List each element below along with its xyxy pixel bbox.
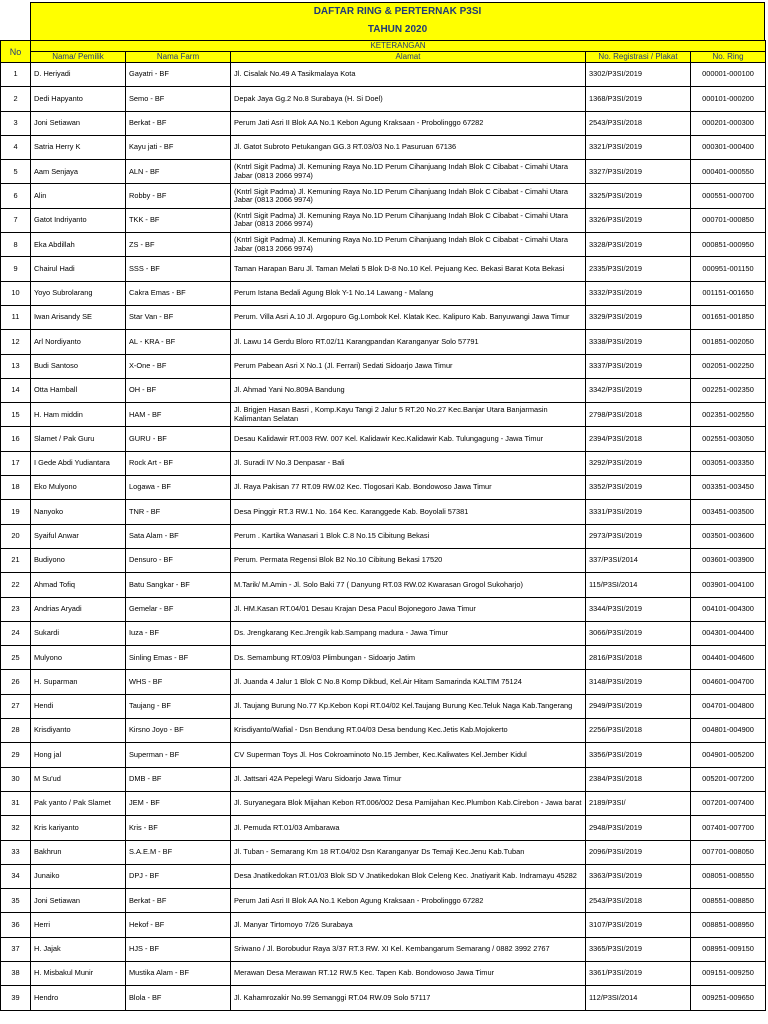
cell-no: 7 [1,208,31,232]
cell-farm: HAM - BF [126,403,231,427]
cell-farm: SSS - BF [126,257,231,281]
table-row [1,937,766,961]
cell-farm: Gemelar - BF [126,597,231,621]
table-row [1,694,766,718]
document-title: DAFTAR RING & PERTERNAK P3SI [30,2,765,20]
cell-no: 5 [1,160,31,184]
cell-no: 18 [1,476,31,500]
cell-nama: Iwan Arisandy SE [31,305,126,329]
cell-ring: 004301-004400 [691,621,766,645]
cell-registrasi: 337/P3SI/2014 [586,548,691,572]
cell-no: 22 [1,573,31,597]
cell-nama: Chairul Hadi [31,257,126,281]
cell-no: 31 [1,791,31,815]
table-row [1,573,766,597]
cell-registrasi: 1368/P3SI/2019 [586,87,691,111]
cell-alamat: Desa Jnatikedokan RT.01/03 Blok SD V Jnatikedokan Blok Celeng Kec. Jnatiyarit Kab. Indramayu 45282 [231,864,586,888]
cell-farm: Sata Alam - BF [126,524,231,548]
cell-ring: 000851-000950 [691,233,766,257]
cell-registrasi: 3148/P3SI/2019 [586,670,691,694]
cell-no: 39 [1,986,31,1010]
cell-alamat: Merawan Desa Merawan RT.12 RW.5 Kec. Tapen Kab. Bondowoso Jawa Timur [231,961,586,985]
cell-registrasi: 2543/P3SI/2018 [586,111,691,135]
cell-farm: WHS - BF [126,670,231,694]
cell-farm: Taujang - BF [126,694,231,718]
table-row [1,135,766,159]
cell-nama: Satria Herry K [31,135,126,159]
cell-alamat: (Kntrl Sigit Padma) Jl. Kemuning Raya No.1D Perum Cihanjuang Indah Blok C Cibabat - Cimahi Utara Jabar (0813 2066 9974) [231,233,586,257]
cell-registrasi: 115/P3SI/2014 [586,573,691,597]
cell-ring: 003501-003600 [691,524,766,548]
cell-farm: AL - KRA - BF [126,330,231,354]
table-row [1,305,766,329]
cell-no: 26 [1,670,31,694]
cell-ring: 003601-003900 [691,548,766,572]
cell-no: 2 [1,87,31,111]
cell-registrasi: 2256/P3SI/2018 [586,719,691,743]
cell-alamat: Sriwano / Jl. Borobudur Raya 3/37 RT.3 RW. XI Kel. Kembangarum Semarang / 0882 3992 2767 [231,937,586,961]
table-row [1,961,766,985]
cell-alamat: Jl. Juanda 4 Jalur 1 Blok C No.8 Komp Dikbud, Kel.Air Hitam Samarinda KALTIM 75124 [231,670,586,694]
cell-alamat: Desa Pinggir RT.3 RW.1 No. 164 Kec. Karanggede Kab. Boyolali 57381 [231,500,586,524]
cell-farm: OH - BF [126,378,231,402]
table-row [1,913,766,937]
cell-no: 23 [1,597,31,621]
cell-alamat: Perum. Permata Regensi Blok B2 No.10 Cibitung Bekasi 17520 [231,548,586,572]
cell-registrasi: 3342/P3SI/2019 [586,378,691,402]
table-row [1,840,766,864]
cell-alamat: Ds. Jrengkarang Kec.Jrengik kab.Sampang madura - Jawa Timur [231,621,586,645]
cell-ring: 009151-009250 [691,961,766,985]
cell-no: 13 [1,354,31,378]
cell-ring: 008851-008950 [691,913,766,937]
cell-alamat: Perum . Kartika Wanasari 1 Blok C.8 No.15 Cibitung Bekasi [231,524,586,548]
cell-alamat: Ds. Semambung RT.09/03 Plimbungan - Sidoarjo Jatim [231,646,586,670]
cell-farm: DPJ - BF [126,864,231,888]
cell-farm: Semo - BF [126,87,231,111]
cell-alamat: Jl. Suryanegara Blok Mijahan Kebon RT.006/002 Desa Pamijahan Kec.Plumbon Kab.Cirebon - Jawa barat [231,791,586,815]
cell-nama: D. Heriyadi [31,63,126,87]
cell-no: 21 [1,548,31,572]
cell-ring: 003901-004100 [691,573,766,597]
document-subtitle: TAHUN 2020 [30,20,765,40]
cell-ring: 000101-000200 [691,87,766,111]
cell-alamat: Jl. Taujang Burung No.77 Kp.Kebon Kopi RT.04/02 Kel.Taujang Burung Kec.Teluk Naga Kab.Tangerang [231,694,586,718]
cell-ring: 004901-005200 [691,743,766,767]
cell-ring: 008951-009150 [691,937,766,961]
cell-ring: 000701-000850 [691,208,766,232]
cell-ring: 002351-002550 [691,403,766,427]
cell-ring: 000001-000100 [691,63,766,87]
cell-nama: Slamet / Pak Guru [31,427,126,451]
header-nama: Nama/ Pemilik [31,52,126,63]
table-row [1,816,766,840]
table-row [1,548,766,572]
cell-ring: 000551-000700 [691,184,766,208]
cell-registrasi: 3327/P3SI/2019 [586,160,691,184]
cell-registrasi: 3292/P3SI/2019 [586,451,691,475]
cell-registrasi: 3329/P3SI/2019 [586,305,691,329]
cell-registrasi: 2948/P3SI/2019 [586,816,691,840]
cell-no: 37 [1,937,31,961]
cell-nama: Mulyono [31,646,126,670]
cell-alamat: Jl. Ahmad Yani No.809A Bandung [231,378,586,402]
cell-ring: 002551-003050 [691,427,766,451]
cell-no: 29 [1,743,31,767]
cell-farm: Logawa - BF [126,476,231,500]
cell-ring: 004801-004900 [691,719,766,743]
cell-registrasi: 3363/P3SI/2019 [586,864,691,888]
cell-ring: 008551-008850 [691,889,766,913]
cell-farm: DMB - BF [126,767,231,791]
cell-alamat: CV Superman Toys Jl. Hos Cokroaminoto No.15 Jember, Kec.Kaliwates Kel.Jember Kidul [231,743,586,767]
cell-farm: Densuro - BF [126,548,231,572]
cell-alamat: Jl. Suradi IV No.3 Denpasar - Bali [231,451,586,475]
cell-alamat: (Kntrl Sigit Padma) Jl. Kemuning Raya No.1D Perum Cihanjuang Indah Blok C Cibabat - Cimahi Utara Jabar (0813 2066 9974) [231,208,586,232]
cell-no: 35 [1,889,31,913]
cell-no: 24 [1,621,31,645]
cell-ring: 003051-003350 [691,451,766,475]
cell-farm: Sinling Emas - BF [126,646,231,670]
header-farm: Nama Farm [126,52,231,63]
cell-nama: Gatot Indriyanto [31,208,126,232]
cell-nama: Herri [31,913,126,937]
cell-farm: Kirsno Joyo - BF [126,719,231,743]
cell-no: 38 [1,961,31,985]
cell-no: 33 [1,840,31,864]
cell-farm: GURU - BF [126,427,231,451]
cell-registrasi: 3331/P3SI/2019 [586,500,691,524]
cell-farm: TKK - BF [126,208,231,232]
cell-farm: Cakra Emas - BF [126,281,231,305]
table-row [1,986,766,1010]
cell-ring: 007201-007400 [691,791,766,815]
cell-nama: Junaiko [31,864,126,888]
cell-farm: JEM - BF [126,791,231,815]
cell-ring: 001151-001650 [691,281,766,305]
table-row [1,63,766,87]
table-row [1,524,766,548]
cell-nama: Alin [31,184,126,208]
cell-nama: I Gede Abdi Yudiantara [31,451,126,475]
cell-ring: 009251-009650 [691,986,766,1010]
cell-ring: 004401-004600 [691,646,766,670]
cell-alamat: Perum Pabean Asri X No.1 (Jl. Ferrari) Sedati Sidoarjo Jawa Timur [231,354,586,378]
cell-farm: Rock Art - BF [126,451,231,475]
cell-nama: Krisdiyanto [31,719,126,743]
cell-no: 30 [1,767,31,791]
cell-nama: Hong jal [31,743,126,767]
table-row [1,646,766,670]
table-row [1,208,766,232]
table-row [1,791,766,815]
table-row [1,403,766,427]
cell-nama: Arl Nordiyanto [31,330,126,354]
cell-nama: H. Ham middin [31,403,126,427]
cell-registrasi: 2384/P3SI/2018 [586,767,691,791]
cell-registrasi: 2949/P3SI/2019 [586,694,691,718]
cell-alamat: Jl. Manyar Tirtomoyo 7/26 Surabaya [231,913,586,937]
cell-nama: H. Misbakul Munir [31,961,126,985]
cell-registrasi: 3361/P3SI/2019 [586,961,691,985]
table-row [1,354,766,378]
cell-nama: Joni Setiawan [31,889,126,913]
cell-farm: Hekof - BF [126,913,231,937]
cell-no: 36 [1,913,31,937]
cell-alamat: Depak Jaya Gg.2 No.8 Surabaya (H. Si Doel) [231,87,586,111]
cell-no: 28 [1,719,31,743]
cell-no: 15 [1,403,31,427]
cell-no: 25 [1,646,31,670]
cell-nama: Eko Mulyono [31,476,126,500]
cell-farm: S.A.E.M - BF [126,840,231,864]
cell-no: 19 [1,500,31,524]
cell-registrasi: 2189/P3SI/ [586,791,691,815]
cell-ring: 008051-008550 [691,864,766,888]
header-alamat: Alamat [231,52,586,63]
cell-ring: 001651-001850 [691,305,766,329]
cell-nama: H. Jajak [31,937,126,961]
cell-alamat: M.Tarik/ M.Amin - Jl. Solo Baki 77 ( Danyung RT.03 RW.02 Kwarasan Grogol Sukoharjo) [231,573,586,597]
cell-farm: Gayatri - BF [126,63,231,87]
cell-nama: Syaiful Anwar [31,524,126,548]
cell-no: 20 [1,524,31,548]
header-registrasi: No. Registrasi / Plakat [586,52,691,63]
cell-alamat: Perum Istana Bedali Agung Blok Y-1 No.14 Lawang - Malang [231,281,586,305]
cell-registrasi: 3365/P3SI/2019 [586,937,691,961]
cell-farm: ZS - BF [126,233,231,257]
cell-nama: Otta Hamball [31,378,126,402]
cell-nama: Eka Abdillah [31,233,126,257]
cell-registrasi: 3328/P3SI/2019 [586,233,691,257]
cell-nama: Ahmad Tofiq [31,573,126,597]
table-row [1,233,766,257]
header-keterangan: KETERANGAN [31,41,766,52]
table-row [1,257,766,281]
cell-nama: Nanyoko [31,500,126,524]
cell-nama: Budi Santoso [31,354,126,378]
table-row [1,378,766,402]
cell-registrasi: 2543/P3SI/2018 [586,889,691,913]
table-row [1,111,766,135]
cell-farm: Blola - BF [126,986,231,1010]
cell-registrasi: 2335/P3SI/2019 [586,257,691,281]
table-row [1,281,766,305]
table-row [1,476,766,500]
cell-registrasi: 2096/P3SI/2019 [586,840,691,864]
table-row [1,864,766,888]
cell-registrasi: 2798/P3SI/2018 [586,403,691,427]
table-row [1,330,766,354]
cell-alamat: Perum. Villa Asri A.10 Jl. Argopuro Gg.Lombok Kel. Klatak Kec. Kalipuro Kab. Banyuwangi Jawa Timur [231,305,586,329]
cell-no: 8 [1,233,31,257]
table-row [1,427,766,451]
cell-alamat: Taman Harapan Baru Jl. Taman Melati 5 Blok D-8 No.10 Kel. Pejuang Kec. Bekasi Barat Kota Bekasi [231,257,586,281]
cell-alamat: Jl. Jattsari 42A Pepelegi Waru Sidoarjo Jawa Timur [231,767,586,791]
header-ring: No. Ring [691,52,766,63]
cell-registrasi: 3325/P3SI/2019 [586,184,691,208]
cell-nama: Budiyono [31,548,126,572]
cell-nama: Dedi Hapyanto [31,87,126,111]
cell-ring: 002051-002250 [691,354,766,378]
cell-ring: 005201-007200 [691,767,766,791]
table-row [1,184,766,208]
cell-ring: 002251-002350 [691,378,766,402]
cell-farm: HJS - BF [126,937,231,961]
cell-farm: Mustika Alam - BF [126,961,231,985]
cell-no: 16 [1,427,31,451]
cell-nama: Hendro [31,986,126,1010]
table-row [1,767,766,791]
table-row [1,743,766,767]
cell-nama: H. Suparman [31,670,126,694]
cell-alamat: Jl. Kahamrozakir No.99 Semanggi RT.04 RW.09 Solo 57117 [231,986,586,1010]
cell-no: 17 [1,451,31,475]
cell-registrasi: 3344/P3SI/2019 [586,597,691,621]
cell-registrasi: 3332/P3SI/2019 [586,281,691,305]
cell-alamat: (Kntrl Sigit Padma) Jl. Kemuning Raya No.1D Perum Cihanjuang Indah Blok C Cibabat - Cimahi Utara Jabar (0813 2066 9974) [231,184,586,208]
table-row [1,889,766,913]
cell-no: 9 [1,257,31,281]
cell-registrasi: 3326/P3SI/2019 [586,208,691,232]
cell-ring: 000951-001150 [691,257,766,281]
cell-ring: 004601-004700 [691,670,766,694]
cell-nama: Sukardi [31,621,126,645]
table-row [1,621,766,645]
cell-no: 34 [1,864,31,888]
cell-registrasi: 3066/P3SI/2019 [586,621,691,645]
cell-ring: 000301-000400 [691,135,766,159]
cell-no: 14 [1,378,31,402]
cell-no: 32 [1,816,31,840]
cell-farm: Robby - BF [126,184,231,208]
cell-farm: Berkat - BF [126,889,231,913]
cell-no: 6 [1,184,31,208]
cell-nama: Bakhrun [31,840,126,864]
cell-registrasi: 3337/P3SI/2019 [586,354,691,378]
table-row [1,451,766,475]
table-row [1,719,766,743]
cell-nama: Pak yanto / Pak Slamet [31,791,126,815]
cell-registrasi: 2394/P3SI/2018 [586,427,691,451]
cell-nama: Hendi [31,694,126,718]
cell-nama: Aam Senjaya [31,160,126,184]
cell-farm: Iuza - BF [126,621,231,645]
cell-farm: X-One - BF [126,354,231,378]
cell-ring: 003351-003450 [691,476,766,500]
cell-alamat: (Kntrl Sigit Padma) Jl. Kemuning Raya No.1D Perum Cihanjuang Indah Blok C Cibabat - Cimahi Utara Jabar (0813 2066 9974) [231,160,586,184]
cell-alamat: Jl. Pemuda RT.01/03 Ambarawa [231,816,586,840]
table-row [1,500,766,524]
cell-registrasi: 112/P3SI/2014 [586,986,691,1010]
cell-alamat: Perum Jati Asri II Blok AA No.1 Kebon Agung Kraksaan - Probolinggo 67282 [231,111,586,135]
cell-ring: 007701-008050 [691,840,766,864]
cell-alamat: Jl. HM.Kasan RT.04/01 Desau Krajan Desa Pacul Bojonegoro Jawa Timur [231,597,586,621]
cell-nama: Kris kariyanto [31,816,126,840]
cell-farm: Superman - BF [126,743,231,767]
table-body [1,63,766,1011]
cell-alamat: Jl. Cisalak No.49 A Tasikmalaya Kota [231,63,586,87]
cell-ring: 000401-000550 [691,160,766,184]
cell-alamat: Jl. Brigjen Hasan Basri , Komp.Kayu Tangi 2 Jalur 5 RT.20 No.27 Kec.Banjar Utara Banjarmasin Kalimantan Selatan [231,403,586,427]
cell-farm: Kayu jati - BF [126,135,231,159]
cell-registrasi: 3356/P3SI/2019 [586,743,691,767]
table-row [1,597,766,621]
cell-nama: Yoyo Subrolarang [31,281,126,305]
cell-farm: Kris - BF [126,816,231,840]
cell-alamat: Perum Jati Asri II Blok AA No.1 Kebon Agung Kraksaan - Probolinggo 67282 [231,889,586,913]
cell-no: 11 [1,305,31,329]
cell-farm: Berkat - BF [126,111,231,135]
cell-no: 3 [1,111,31,135]
table-row [1,160,766,184]
cell-alamat: Jl. Tuban - Semarang Km 18 RT.04/02 Dsn Karanganyar Ds Temaji Kec.Jenu Kab.Tuban [231,840,586,864]
table-row [1,670,766,694]
cell-ring: 001851-002050 [691,330,766,354]
cell-alamat: Krisdiyanto/Wafial - Dsn Bendung RT.04/03 Desa bendung Kec.Jetis Kab.Mojokerto [231,719,586,743]
cell-ring: 004701-004800 [691,694,766,718]
header-no: No [1,41,31,63]
cell-registrasi: 2973/P3SI/2019 [586,524,691,548]
cell-farm: TNR - BF [126,500,231,524]
cell-registrasi: 3321/P3SI/2019 [586,135,691,159]
cell-no: 27 [1,694,31,718]
ring-table [0,40,766,1011]
cell-nama: M Su'ud [31,767,126,791]
cell-ring: 007401-007700 [691,816,766,840]
cell-alamat: Desau Kalidawir RT.003 RW. 007 Kel. Kalidawir Kec.Kalidawir Kab. Tulungagung - Jawa Timur [231,427,586,451]
cell-no: 10 [1,281,31,305]
cell-registrasi: 2816/P3SI/2018 [586,646,691,670]
cell-nama: Joni Setiawan [31,111,126,135]
cell-no: 12 [1,330,31,354]
cell-registrasi: 3302/P3SI/2019 [586,63,691,87]
cell-ring: 003451-003500 [691,500,766,524]
cell-no: 4 [1,135,31,159]
cell-no: 1 [1,63,31,87]
cell-nama: Andrias Aryadi [31,597,126,621]
cell-alamat: Jl. Raya Pakisan 77 RT.09 RW.02 Kec. Tlogosari Kab. Bondowoso Jawa Timur [231,476,586,500]
cell-registrasi: 3338/P3SI/2019 [586,330,691,354]
cell-farm: Batu Sangkar - BF [126,573,231,597]
cell-alamat: Jl. Lawu 14 Gerdu Bloro RT.02/11 Karangpandan Karanganyar Solo 57791 [231,330,586,354]
cell-farm: Star Van - BF [126,305,231,329]
cell-registrasi: 3352/P3SI/2019 [586,476,691,500]
cell-farm: ALN - BF [126,160,231,184]
table-row [1,87,766,111]
cell-alamat: Jl. Gatot Subroto Petukangan GG.3 RT.03/03 No.1 Pasuruan 67136 [231,135,586,159]
cell-ring: 000201-000300 [691,111,766,135]
cell-ring: 004101-004300 [691,597,766,621]
cell-registrasi: 3107/P3SI/2019 [586,913,691,937]
